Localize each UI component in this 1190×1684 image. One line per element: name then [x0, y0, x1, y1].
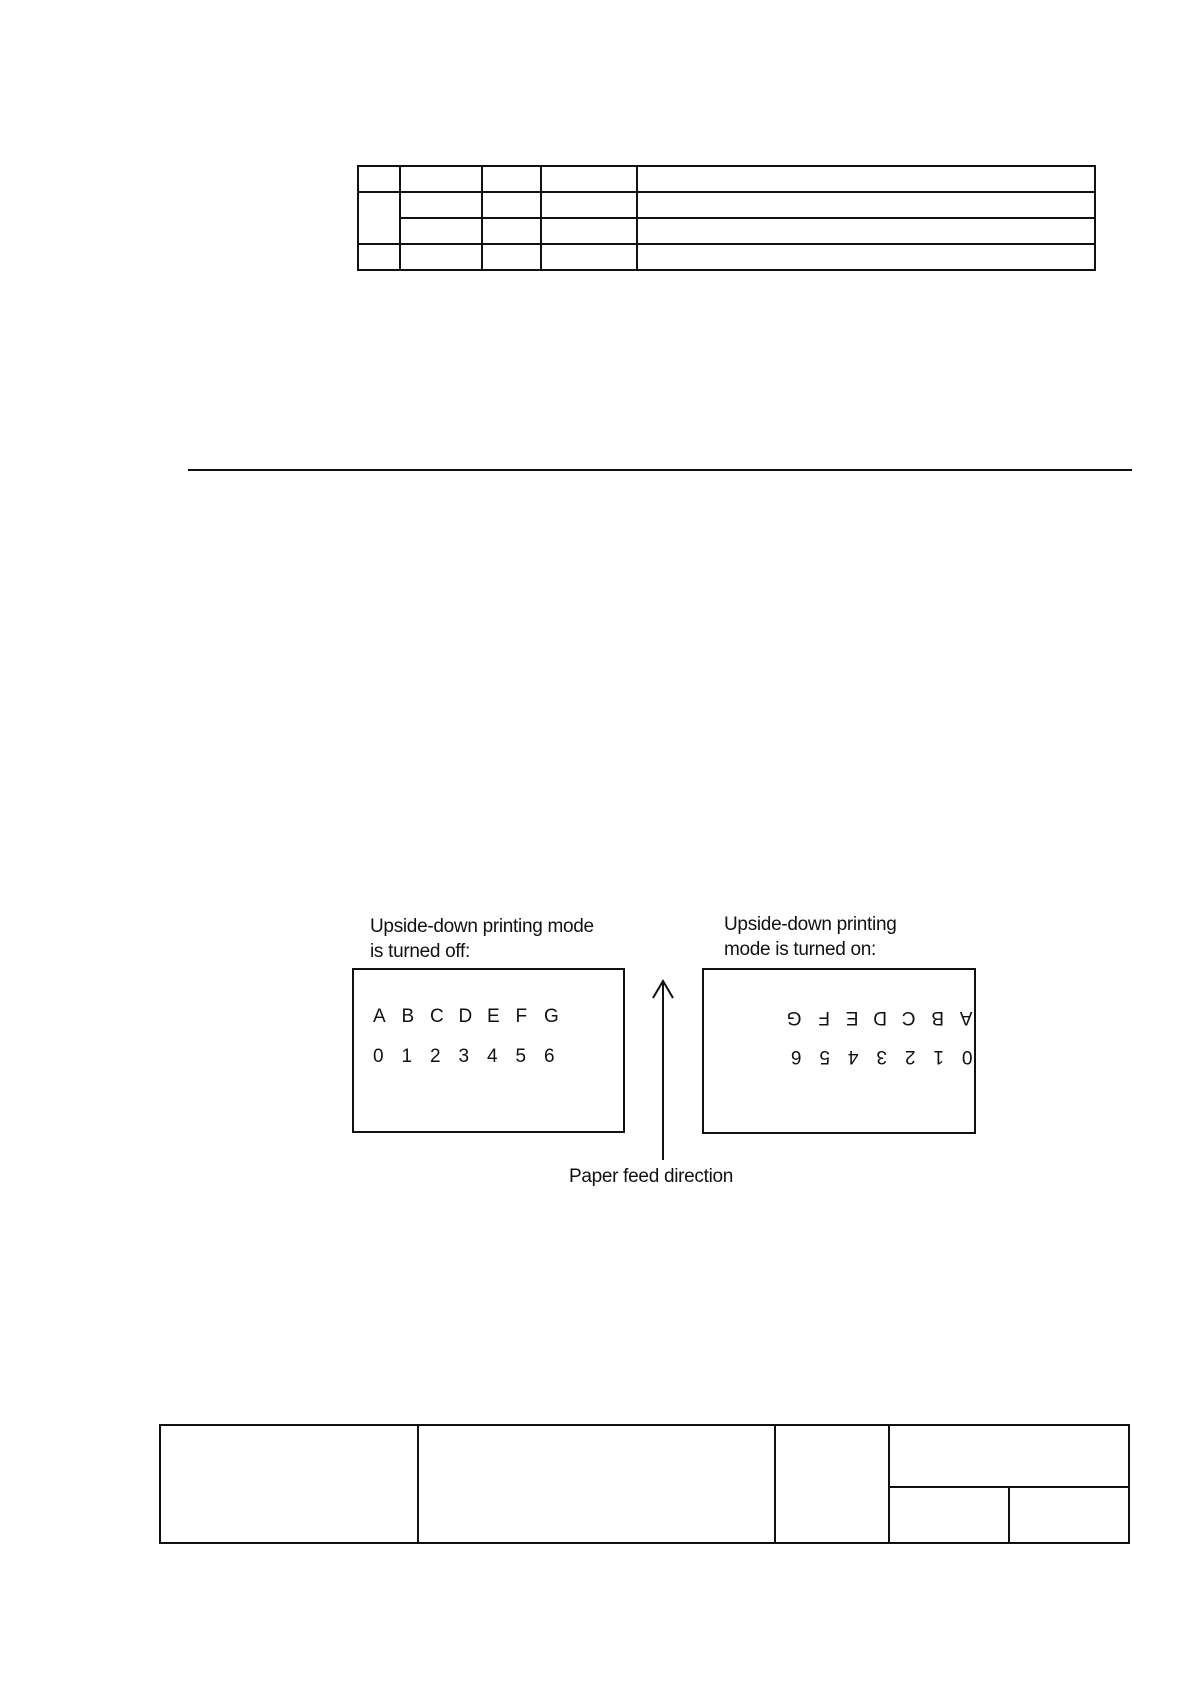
- title-block-divider: [888, 1426, 890, 1542]
- glyph: D: [873, 1007, 887, 1028]
- table-cell: [637, 218, 1095, 244]
- table-cell: [541, 218, 637, 244]
- title-block-divider: [1008, 1486, 1010, 1542]
- glyph: E: [487, 1006, 500, 1027]
- left-caption-line-2: is turned off:: [370, 941, 471, 962]
- paper-feed-arrow-icon: [648, 978, 678, 1163]
- glyph: F: [515, 1006, 528, 1027]
- glyph: 1: [401, 1046, 413, 1067]
- glyph: G: [786, 1007, 802, 1028]
- table-cell: [358, 192, 400, 244]
- glyph: 3: [876, 1046, 887, 1067]
- table-cell: [637, 192, 1095, 218]
- section-divider: [188, 469, 1132, 471]
- title-block-divider: [417, 1426, 419, 1542]
- glyph: G: [544, 1006, 559, 1027]
- glyph: 2: [904, 1046, 916, 1067]
- digit-row: [373, 1046, 573, 1068]
- left-caption-line-1: Upside-down printing mode: [370, 916, 594, 937]
- glyph: A: [959, 1007, 973, 1028]
- right-caption: [724, 912, 897, 962]
- table-cell: [400, 192, 482, 218]
- glyph: 5: [819, 1046, 830, 1067]
- letter-row: [773, 1006, 973, 1028]
- glyph: D: [458, 1006, 473, 1027]
- header-table: [357, 165, 1096, 271]
- table-row: [358, 166, 1095, 192]
- table-cell: [541, 244, 637, 270]
- arrow-label: Paper feed direction: [569, 1166, 734, 1187]
- glyph: E: [845, 1007, 859, 1028]
- table-cell: [400, 218, 482, 244]
- glyph: 3: [458, 1046, 470, 1067]
- table-cell: [400, 244, 482, 270]
- table-cell: [482, 218, 541, 244]
- table-row: [358, 218, 1095, 244]
- title-block: [159, 1424, 1130, 1544]
- glyph: C: [430, 1006, 444, 1027]
- table-cell: [482, 166, 541, 192]
- glyph: B: [401, 1006, 415, 1027]
- table-cell: [637, 166, 1095, 192]
- table-cell: [482, 244, 541, 270]
- glyph: F: [818, 1007, 830, 1028]
- table-cell: [541, 192, 637, 218]
- table-row: [358, 192, 1095, 218]
- left-caption: [370, 914, 594, 964]
- table-cell: [541, 166, 637, 192]
- digit-row: [773, 1045, 973, 1067]
- glyph: 6: [544, 1046, 555, 1067]
- glyph: C: [901, 1007, 916, 1028]
- glyph: 0: [961, 1046, 973, 1067]
- table-cell: [400, 166, 482, 192]
- table-row: [358, 244, 1095, 270]
- glyph: 6: [790, 1046, 802, 1067]
- upside-down-print-sample: [702, 968, 976, 1134]
- table-cell: [358, 166, 400, 192]
- glyph: B: [931, 1007, 944, 1028]
- glyph: 5: [515, 1046, 527, 1067]
- glyph: 2: [430, 1046, 441, 1067]
- glyph: 1: [933, 1046, 944, 1067]
- glyph: A: [373, 1006, 386, 1027]
- normal-print-sample: [352, 968, 625, 1133]
- title-block-divider: [774, 1426, 776, 1542]
- glyph: 0: [373, 1046, 384, 1067]
- letter-row: [373, 1006, 573, 1028]
- glyph: 4: [487, 1046, 498, 1067]
- glyph: 4: [847, 1046, 859, 1067]
- table-cell: [482, 192, 541, 218]
- right-caption-line-1: Upside-down printing: [724, 914, 897, 935]
- right-caption-line-2: mode is turned on:: [724, 939, 876, 960]
- table-cell: [637, 244, 1095, 270]
- table-cell: [358, 244, 400, 270]
